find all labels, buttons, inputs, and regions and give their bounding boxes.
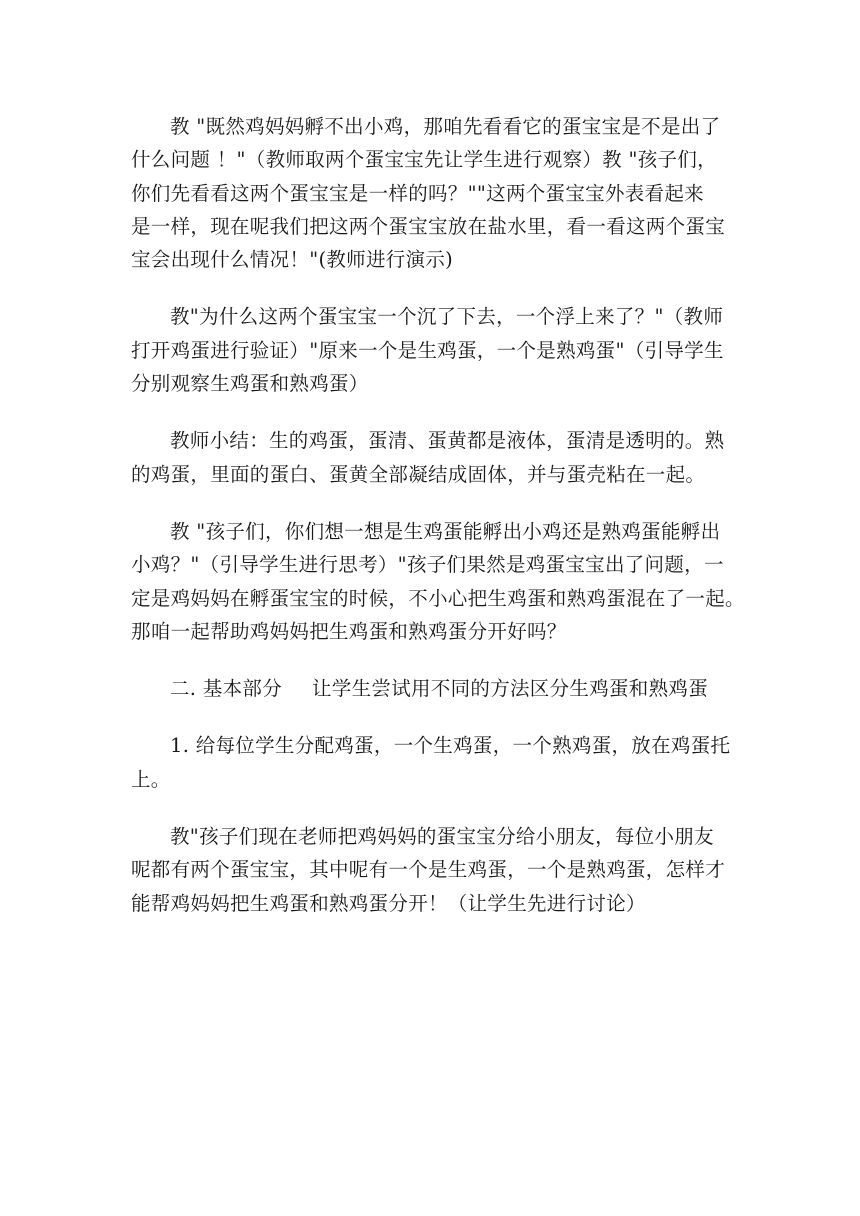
section-heading-label: 二. 基本部分 (170, 677, 282, 701)
document-page (131, 110, 743, 944)
text-line: 教 "孩子们，你们想一想是生鸡蛋能孵出小鸡还是熟鸡蛋能孵出 (170, 519, 721, 543)
text-line: 教"孩子们现在老师把鸡妈妈的蛋宝宝分给小朋友，每位小朋友 (170, 825, 714, 849)
text-line: 呢都有两个蛋宝宝，其中呢有一个是生鸡蛋，一个是熟鸡蛋，怎样才 (131, 858, 726, 882)
section-heading-line (131, 672, 743, 705)
paragraph-6-step (131, 729, 743, 796)
paragraph-2 (131, 300, 743, 400)
text-line: 教"为什么这两个蛋宝宝一个沉了下去，一个浮上来了？"（教师 (170, 305, 724, 329)
paragraph-3-summary (131, 424, 743, 491)
text-line: 上。 (131, 767, 171, 791)
text-line: 是一样，现在呢我们把这两个蛋宝宝放在盐水里，看一看这两个蛋宝 (131, 214, 726, 238)
text-line: 打开鸡蛋进行验证）"原来一个是生鸡蛋，一个是熟鸡蛋"（引导学生 (131, 338, 724, 362)
text-line: 那咱一起帮助鸡妈妈把生鸡蛋和熟鸡蛋分开好吗？ (131, 619, 567, 643)
text-line: 小鸡？"（引导学生进行思考）"孩子们果然是鸡蛋宝宝出了问题，一 (131, 553, 724, 577)
section-heading-text: 让学生尝试用不同的方法区分生鸡蛋和熟鸡蛋 (312, 677, 709, 701)
text-line: 能帮鸡妈妈把生鸡蛋和熟鸡蛋分开！（让学生先进行讨论） (131, 891, 646, 915)
text-line: 定是鸡妈妈在孵蛋宝宝的时候，不小心把生鸡蛋和熟鸡蛋混在了一起。 (131, 586, 745, 610)
paragraph-1 (131, 110, 743, 276)
text-line: 你们先看看这两个蛋宝宝是一样的吗？""这两个蛋宝宝外表看起来 (131, 181, 704, 205)
text-line: 教 "既然鸡妈妈孵不出小鸡，那咱先看看它的蛋宝宝是不是出了 (170, 115, 721, 138)
paragraph-7 (131, 820, 743, 920)
text-line: 宝会出现什么情况！"(教师进行演示) (131, 248, 454, 272)
text-line: 什么问题 ！"（教师取两个蛋宝宝先让学生进行观察）教 "孩子们， (131, 148, 717, 172)
section-heading (131, 672, 743, 705)
paragraph-4 (131, 515, 743, 648)
text-line: 的鸡蛋，里面的蛋白、蛋黄全部凝结成固体，并与蛋壳粘在一起。 (131, 462, 706, 486)
text-line: 分别观察生鸡蛋和熟鸡蛋） (131, 372, 369, 396)
text-line: 教师小结：生的鸡蛋，蛋清、蛋黄都是液体，蛋清是透明的。熟 (170, 429, 725, 453)
text-line: 1. 给每位学生分配鸡蛋，一个生鸡蛋，一个熟鸡蛋，放在鸡蛋托 (170, 734, 731, 758)
